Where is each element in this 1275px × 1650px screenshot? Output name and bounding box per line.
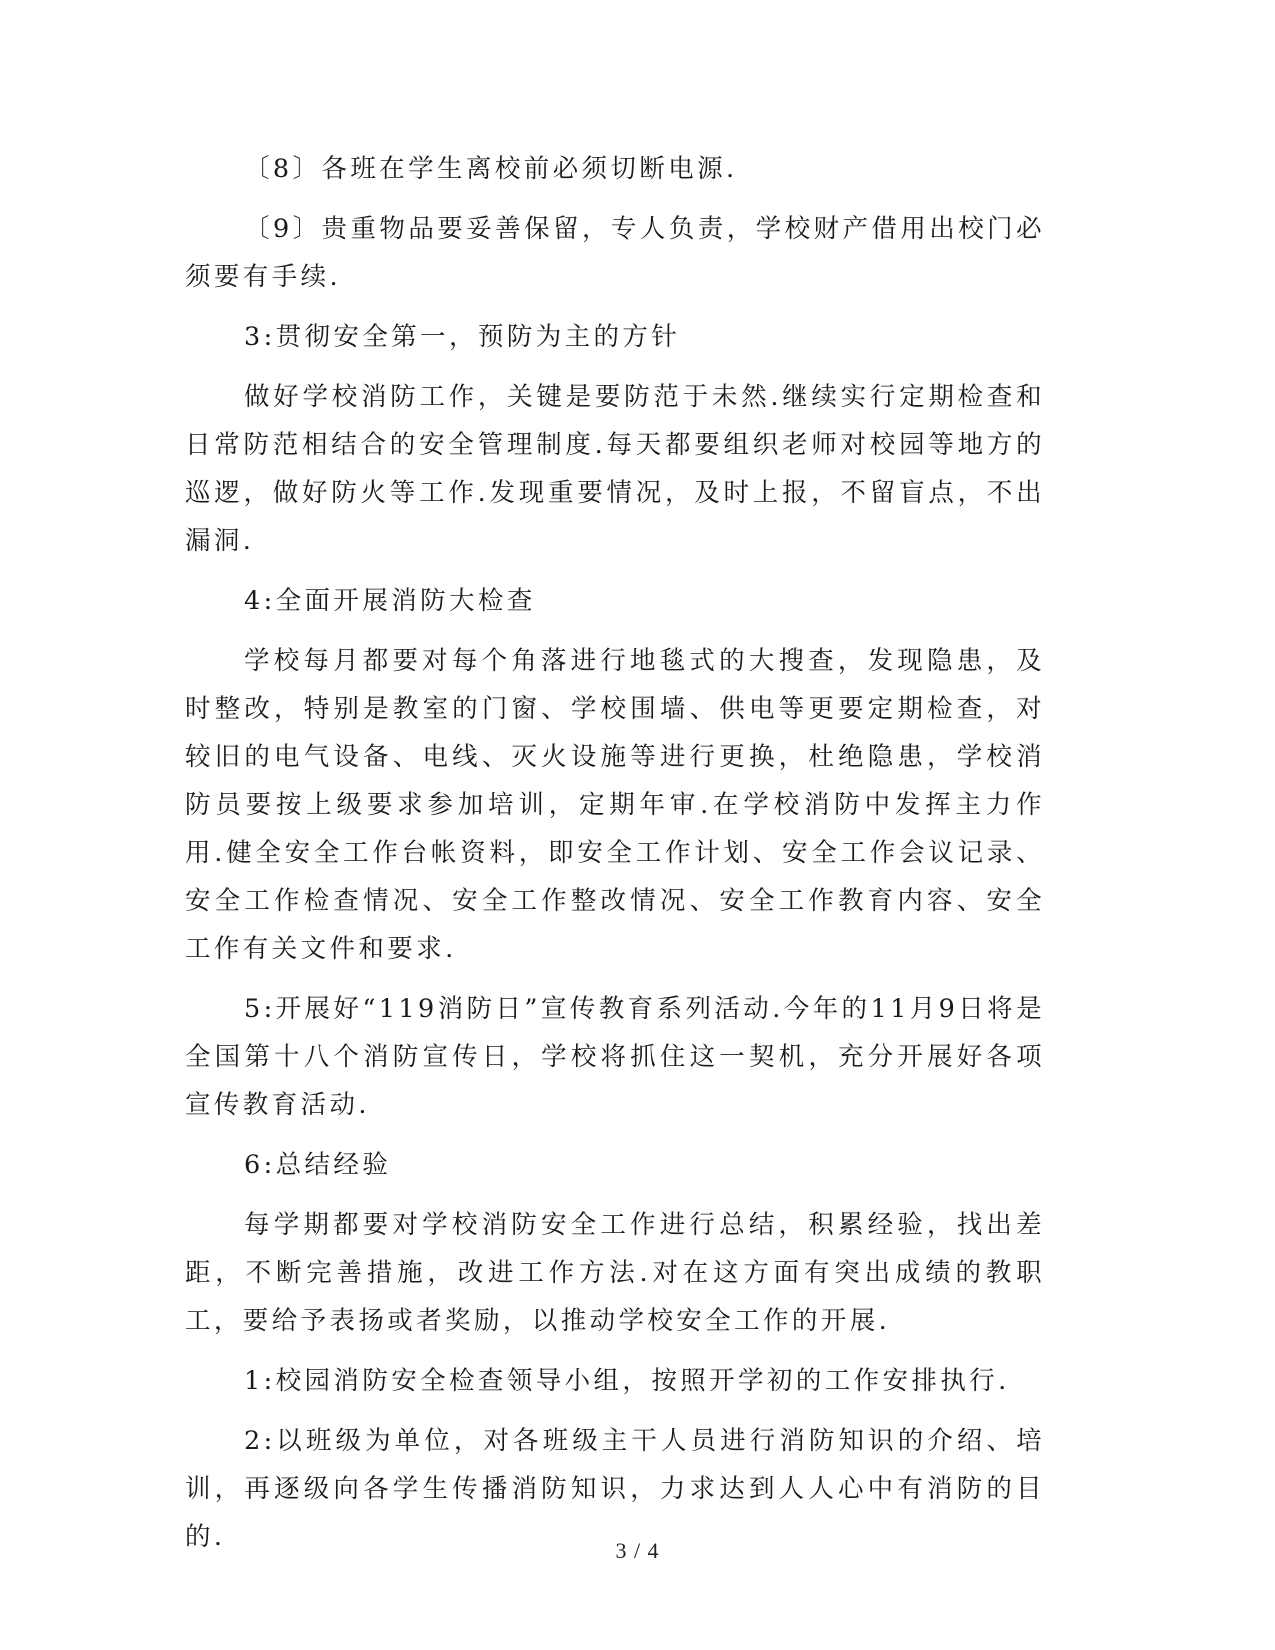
measure-item-1: 1:校园消防安全检查领导小组，按照开学初的工作安排执行. <box>244 1366 1010 1396</box>
section-heading-6: 6:总结经验 <box>244 1150 392 1180</box>
measure-item-2: 2:以班级为单位，对各班级主干人员进行消防知识的介绍、培训，再逐级向各学生传播消防知识，力求达到人人心中有消防的目的. <box>185 1426 1045 1552</box>
paragraph-item-9: 〔9〕贵重物品要妥善保留，专人负责，学校财产借用出校门必须要有手续. <box>185 214 1045 292</box>
section-3-body: 做好学校消防工作，关键是要防范于未然.继续实行定期检查和日常防范相结合的安全管理制度.每天都要组织老师对校园等地方的巡逻，做好防火等工作.发现重要情况，及时上报，不留盲点，不出漏洞. <box>185 382 1045 556</box>
section-heading-4: 4:全面开展消防大检查 <box>244 586 536 616</box>
section-heading-3: 3:贯彻安全第一，预防为主的方针 <box>244 322 681 352</box>
page-number: 3 / 4 <box>615 1538 660 1563</box>
section-5-body: 5:开展好“119消防日”宣传教育系列活动.今年的11月9日将是全国第十八个消防宣传日，学校将抓住这一契机，充分开展好各项宣传教育活动. <box>185 994 1045 1120</box>
section-4-body: 学校每月都要对每个角落进行地毯式的大搜查，发现隐患，及时整改，特别是教室的门窗、学校围墙、供电等更要定期检查，对较旧的电气设备、电线、灭火设施等进行更换，杜绝隐患，学校消防员要按上级要求参加培训，定期年审.在学校消防中发挥主力作用.健全安全工作台帐资料，即安全工作计划、安全工作会议记录、安全工作检查情况、安全工作整改情况、安全工作教育内容、安全工作有关文件和要求. <box>185 646 1045 964</box>
paragraph-item-8: 〔8〕各班在学生离校前必须切断电源. <box>244 154 738 184</box>
section-6-body: 每学期都要对学校消防安全工作进行总结，积累经验，找出差距，不断完善措施，改进工作方法.对在这方面有突出成绩的教职工，要给予表扬或者奖励，以推动学校安全工作的开展. <box>185 1210 1045 1336</box>
document-body <box>185 145 1045 1573</box>
